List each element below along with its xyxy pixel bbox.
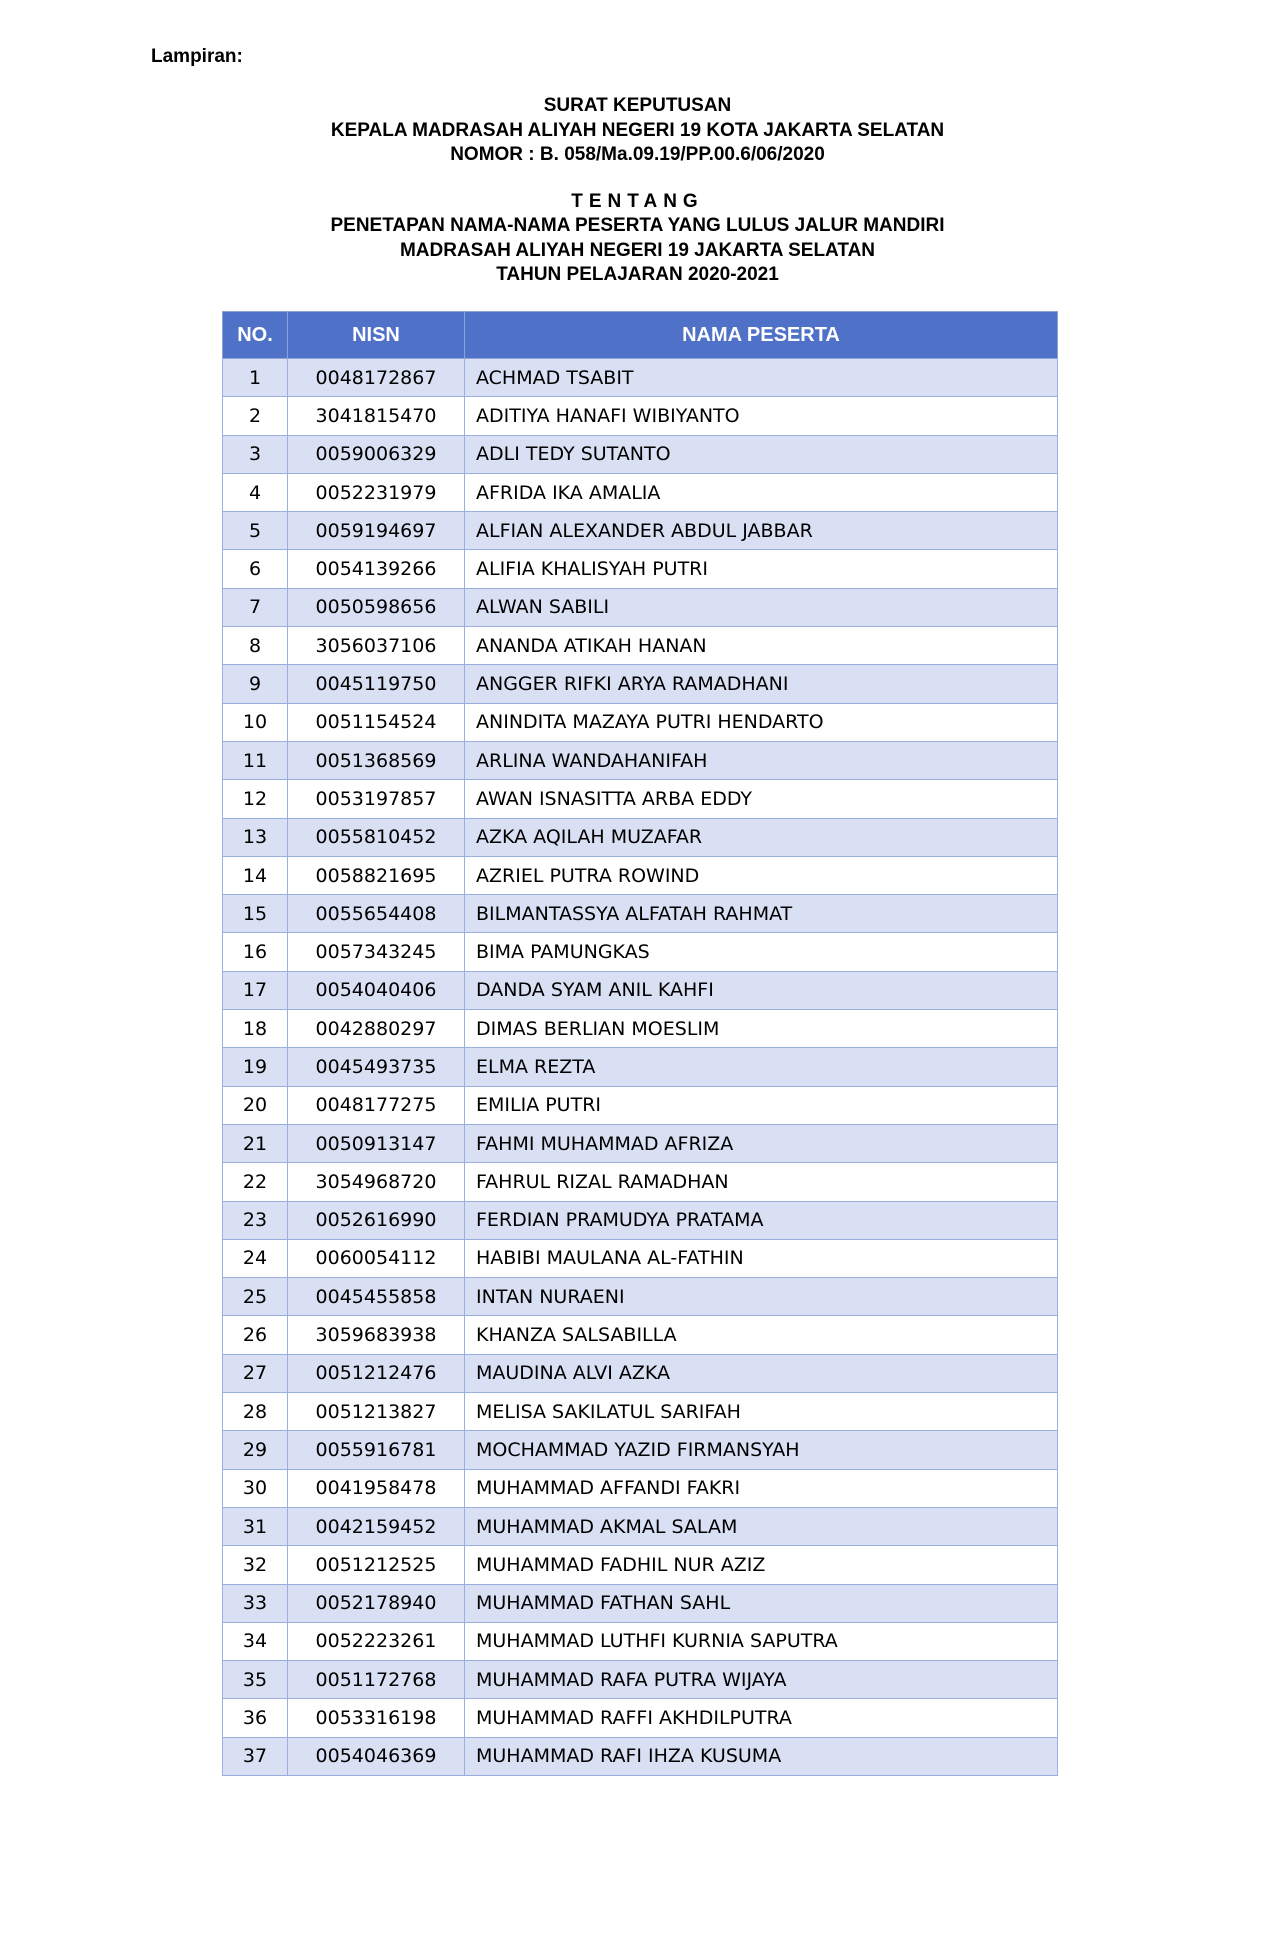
column-header-name: NAMA PESERTA [465, 312, 1058, 359]
row-participant-name: ARLINA WANDAHANIFAH [465, 741, 1058, 779]
row-participant-name: INTAN NURAENI [465, 1278, 1058, 1316]
row-nisn: 0055810452 [288, 818, 465, 856]
row-participant-name: MUHAMMAD FADHIL NUR AZIZ [465, 1546, 1058, 1584]
row-number: 1 [223, 359, 288, 397]
table-row [223, 473, 1058, 511]
row-nisn: 0042159452 [288, 1507, 465, 1545]
table-row [223, 895, 1058, 933]
row-nisn: 3041815470 [288, 397, 465, 435]
row-participant-name: AZRIEL PUTRA ROWIND [465, 856, 1058, 894]
row-number: 5 [223, 512, 288, 550]
row-number: 10 [223, 703, 288, 741]
row-participant-name: AWAN ISNASITTA ARBA EDDY [465, 780, 1058, 818]
row-nisn: 0054139266 [288, 550, 465, 588]
row-number: 14 [223, 856, 288, 894]
decree-number: NOMOR : B. 058/Ma.09.19/PP.00.6/06/2020 [450, 144, 825, 165]
row-nisn: 0052616990 [288, 1201, 465, 1239]
row-number: 34 [223, 1622, 288, 1660]
table-row [223, 1546, 1058, 1584]
table-row [223, 588, 1058, 626]
subject-line-2: MADRASAH ALIYAH NEGERI 19 JAKARTA SELATAN [399, 239, 876, 261]
table-row [223, 1393, 1058, 1431]
table-row [223, 1086, 1058, 1124]
row-participant-name: MELISA SAKILATUL SARIFAH [465, 1393, 1058, 1431]
table-row [223, 1661, 1058, 1699]
table-body [223, 359, 1058, 1776]
row-number: 31 [223, 1507, 288, 1545]
row-number: 25 [223, 1278, 288, 1316]
issuer-line: KEPALA MADRASAH ALIYAH NEGERI 19 KOTA JAKARTA SELATAN [330, 119, 945, 141]
row-participant-name: MUHAMMAD RAFI IHZA KUSUMA [465, 1737, 1058, 1775]
row-participant-name: BILMANTASSYA ALFATAH RAHMAT [465, 895, 1058, 933]
decree-title: SURAT KEPUTUSAN [543, 95, 732, 116]
row-nisn: 0058821695 [288, 856, 465, 894]
row-nisn: 0059006329 [288, 435, 465, 473]
row-participant-name: AZKA AQILAH MUZAFAR [465, 818, 1058, 856]
table-row [223, 703, 1058, 741]
row-nisn: 0052231979 [288, 473, 465, 511]
row-participant-name: ADITIYA HANAFI WIBIYANTO [465, 397, 1058, 435]
subject-heading: TENTANG [571, 190, 704, 212]
table-row [223, 1737, 1058, 1775]
row-participant-name: ANANDA ATIKAH HANAN [465, 627, 1058, 665]
row-participant-name: ALFIAN ALEXANDER ABDUL JABBAR [465, 512, 1058, 550]
table-row [223, 818, 1058, 856]
row-participant-name: MOCHAMMAD YAZID FIRMANSYAH [465, 1431, 1058, 1469]
participants-table [222, 311, 1058, 1776]
row-participant-name: MUHAMMAD RAFFI AKHDILPUTRA [465, 1699, 1058, 1737]
row-nisn: 0045455858 [288, 1278, 465, 1316]
row-number: 11 [223, 741, 288, 779]
row-nisn: 0051212525 [288, 1546, 465, 1584]
row-number: 33 [223, 1584, 288, 1622]
table-row [223, 1431, 1058, 1469]
row-nisn: 0048172867 [288, 359, 465, 397]
row-nisn: 3056037106 [288, 627, 465, 665]
row-number: 8 [223, 627, 288, 665]
row-nisn: 3059683938 [288, 1316, 465, 1354]
row-participant-name: BIMA PAMUNGKAS [465, 933, 1058, 971]
row-number: 24 [223, 1239, 288, 1277]
row-nisn: 0042880297 [288, 1010, 465, 1048]
row-number: 20 [223, 1086, 288, 1124]
row-number: 30 [223, 1469, 288, 1507]
row-participant-name: ANINDITA MAZAYA PUTRI HENDARTO [465, 703, 1058, 741]
row-nisn: 0055654408 [288, 895, 465, 933]
row-number: 15 [223, 895, 288, 933]
table-row [223, 665, 1058, 703]
table-row [223, 1316, 1058, 1354]
row-number: 3 [223, 435, 288, 473]
row-nisn: 0052178940 [288, 1584, 465, 1622]
row-participant-name: EMILIA PUTRI [465, 1086, 1058, 1124]
table-row [223, 1507, 1058, 1545]
table-row [223, 1354, 1058, 1392]
row-number: 21 [223, 1124, 288, 1162]
row-nisn: 0051212476 [288, 1354, 465, 1392]
table-row [223, 933, 1058, 971]
row-nisn: 0053197857 [288, 780, 465, 818]
row-nisn: 3054968720 [288, 1163, 465, 1201]
column-header-no: NO. [223, 312, 288, 359]
subject-line-1: PENETAPAN NAMA-NAMA PESERTA YANG LULUS JALUR MANDIRI [330, 215, 945, 236]
row-nisn: 0045493735 [288, 1048, 465, 1086]
row-number: 13 [223, 818, 288, 856]
row-number: 36 [223, 1699, 288, 1737]
attachment-label: Lampiran: [151, 46, 243, 67]
row-participant-name: MUHAMMAD LUTHFI KURNIA SAPUTRA [465, 1622, 1058, 1660]
row-participant-name: FAHMI MUHAMMAD AFRIZA [465, 1124, 1058, 1162]
row-participant-name: DANDA SYAM ANIL KAHFI [465, 971, 1058, 1009]
table-row [223, 512, 1058, 550]
row-nisn: 0051154524 [288, 703, 465, 741]
row-nisn: 0051172768 [288, 1661, 465, 1699]
row-number: 35 [223, 1661, 288, 1699]
row-number: 37 [223, 1737, 288, 1775]
row-number: 22 [223, 1163, 288, 1201]
row-number: 23 [223, 1201, 288, 1239]
table-row [223, 435, 1058, 473]
row-nisn: 0054046369 [288, 1737, 465, 1775]
table-row [223, 550, 1058, 588]
row-number: 18 [223, 1010, 288, 1048]
row-participant-name: AFRIDA IKA AMALIA [465, 473, 1058, 511]
row-number: 9 [223, 665, 288, 703]
table-row [223, 1622, 1058, 1660]
table-row [223, 856, 1058, 894]
row-number: 27 [223, 1354, 288, 1392]
row-participant-name: MAUDINA ALVI AZKA [465, 1354, 1058, 1392]
row-nisn: 0054040406 [288, 971, 465, 1009]
column-header-nisn: NISN [288, 312, 465, 359]
row-nisn: 0057343245 [288, 933, 465, 971]
row-number: 2 [223, 397, 288, 435]
row-nisn: 0041958478 [288, 1469, 465, 1507]
table-row [223, 1201, 1058, 1239]
row-number: 19 [223, 1048, 288, 1086]
table-row [223, 1124, 1058, 1162]
decree-header [0, 94, 1275, 288]
row-number: 28 [223, 1393, 288, 1431]
row-nisn: 0048177275 [288, 1086, 465, 1124]
row-number: 29 [223, 1431, 288, 1469]
row-participant-name: ALIFIA KHALISYAH PUTRI [465, 550, 1058, 588]
table-row [223, 1584, 1058, 1622]
row-nisn: 0051213827 [288, 1393, 465, 1431]
row-participant-name: FAHRUL RIZAL RAMADHAN [465, 1163, 1058, 1201]
table-row [223, 971, 1058, 1009]
row-number: 6 [223, 550, 288, 588]
row-nisn: 0050598656 [288, 588, 465, 626]
row-number: 26 [223, 1316, 288, 1354]
row-number: 17 [223, 971, 288, 1009]
table-row [223, 1010, 1058, 1048]
row-participant-name: MUHAMMAD RAFA PUTRA WIJAYA [465, 1661, 1058, 1699]
row-participant-name: HABIBI MAULANA AL-FATHIN [465, 1239, 1058, 1277]
row-nisn: 0052223261 [288, 1622, 465, 1660]
table-row [223, 397, 1058, 435]
table-row [223, 1163, 1058, 1201]
row-participant-name: ACHMAD TSABIT [465, 359, 1058, 397]
row-participant-name: KHANZA SALSABILLA [465, 1316, 1058, 1354]
row-number: 12 [223, 780, 288, 818]
row-nisn: 0051368569 [288, 741, 465, 779]
row-nisn: 0045119750 [288, 665, 465, 703]
table-header-row [223, 312, 1058, 359]
row-participant-name: DIMAS BERLIAN MOESLIM [465, 1010, 1058, 1048]
row-nisn: 0060054112 [288, 1239, 465, 1277]
row-participant-name: ADLI TEDY SUTANTO [465, 435, 1058, 473]
row-number: 32 [223, 1546, 288, 1584]
row-nisn: 0053316198 [288, 1699, 465, 1737]
row-participant-name: FERDIAN PRAMUDYA PRATAMA [465, 1201, 1058, 1239]
row-number: 4 [223, 473, 288, 511]
table-row [223, 1239, 1058, 1277]
row-nisn: 0055916781 [288, 1431, 465, 1469]
row-participant-name: MUHAMMAD AFFANDI FAKRI [465, 1469, 1058, 1507]
row-nisn: 0059194697 [288, 512, 465, 550]
table-row [223, 1278, 1058, 1316]
table-row [223, 780, 1058, 818]
row-participant-name: MUHAMMAD FATHAN SAHL [465, 1584, 1058, 1622]
row-number: 7 [223, 588, 288, 626]
academic-year: TAHUN PELAJARAN 2020-2021 [496, 264, 779, 285]
table-row [223, 1048, 1058, 1086]
table-row [223, 1699, 1058, 1737]
table-row [223, 627, 1058, 665]
table-row [223, 359, 1058, 397]
table-row [223, 1469, 1058, 1507]
table-row [223, 741, 1058, 779]
row-nisn: 0050913147 [288, 1124, 465, 1162]
row-participant-name: ALWAN SABILI [465, 588, 1058, 626]
row-participant-name: ANGGER RIFKI ARYA RAMADHANI [465, 665, 1058, 703]
row-participant-name: ELMA REZTA [465, 1048, 1058, 1086]
row-participant-name: MUHAMMAD AKMAL SALAM [465, 1507, 1058, 1545]
row-number: 16 [223, 933, 288, 971]
